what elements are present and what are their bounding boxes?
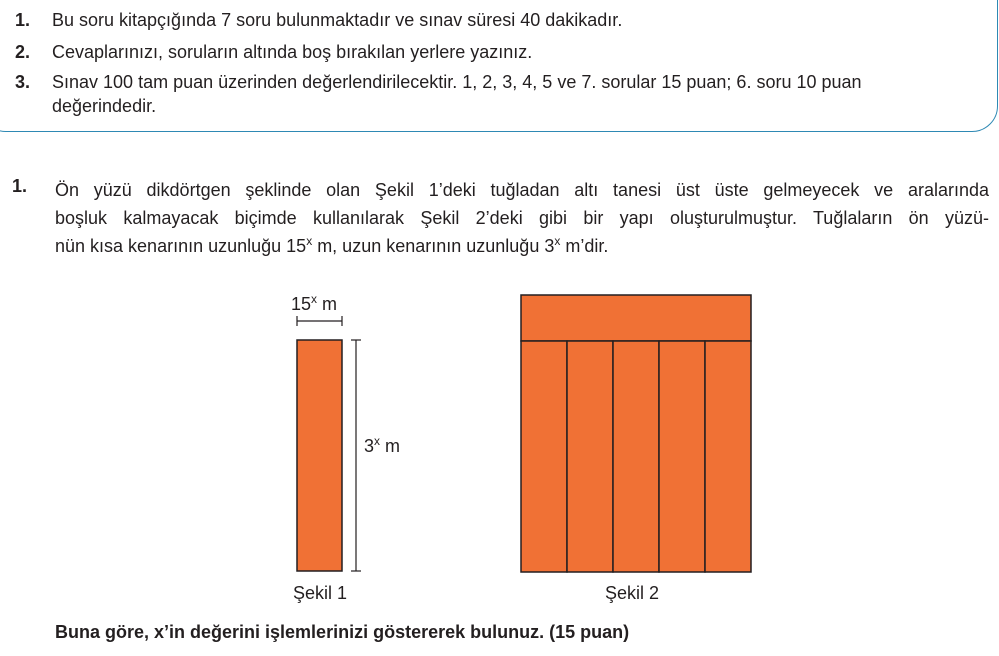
figure1-height-dimension bbox=[351, 340, 361, 571]
label-unit: m bbox=[317, 294, 338, 314]
question-text-part: m, uzun kenarının uzunluğu 3 bbox=[312, 236, 555, 256]
figure2-horizontal-brick bbox=[521, 295, 751, 341]
question-text-part: nün kısa kenarının uzunluğu 15 bbox=[55, 236, 307, 256]
figure2-vertical-brick bbox=[521, 341, 567, 572]
figure2-vertical-brick bbox=[705, 341, 751, 572]
question-line: Ön yüzü dikdörtgen şeklinde olan Şekil 1’deki tuğladan altı tanesi üst üste gelmeyecek ve aralarında bbox=[55, 180, 989, 200]
exponent: x bbox=[554, 234, 561, 248]
figure1-brick bbox=[297, 340, 342, 571]
instruction-text-line: Sınav 100 tam puan üzerinden değerlendirilecektir. 1, 2, 3, 4, 5 ve 7. sorular 15 puan; 6. soru 10 puan bbox=[52, 72, 862, 92]
figure1-width-dimension bbox=[297, 316, 342, 326]
question-line: boşluk kalmayacak biçimde kullanılarak Şekil 2’deki gibi bir yapı oluşturulmuştur. Tuğlaların ön yüzü- bbox=[55, 208, 989, 228]
question-prompt: Buna göre, x’in değerini işlemlerinizi göstererek bulunuz. (15 puan) bbox=[55, 622, 630, 642]
instruction-number: 1. bbox=[15, 10, 31, 30]
figure1-caption: Şekil 1 bbox=[293, 583, 348, 603]
instruction-number: 2. bbox=[15, 42, 31, 62]
instruction-text: Cevaplarınızı, soruların altında boş bırakılan yerlere yazınız. bbox=[52, 42, 533, 62]
exponent: x bbox=[311, 292, 318, 306]
label-base: 3 bbox=[364, 436, 375, 456]
question-number: 1. bbox=[12, 176, 28, 196]
figure2-structure bbox=[521, 295, 751, 572]
exponent: x bbox=[374, 434, 381, 448]
figure2-caption: Şekil 2 bbox=[605, 583, 660, 603]
figure2-vertical-brick bbox=[567, 341, 613, 572]
instruction-number: 3. bbox=[15, 72, 31, 92]
instruction-text: Bu soru kitapçığında 7 soru bulunmaktadır ve sınav süresi 40 dakikadır. bbox=[52, 10, 623, 30]
figure1-width-label bbox=[291, 294, 337, 315]
question-text-part: m’dir. bbox=[560, 236, 609, 256]
figure1-height-label bbox=[364, 436, 400, 457]
instruction-text-line: değerindedir. bbox=[52, 96, 157, 116]
exponent: x bbox=[306, 234, 313, 248]
label-base: 15 bbox=[291, 294, 312, 314]
figure2-vertical-brick bbox=[659, 341, 705, 572]
figure2-vertical-brick bbox=[613, 341, 659, 572]
label-unit: m bbox=[380, 436, 401, 456]
